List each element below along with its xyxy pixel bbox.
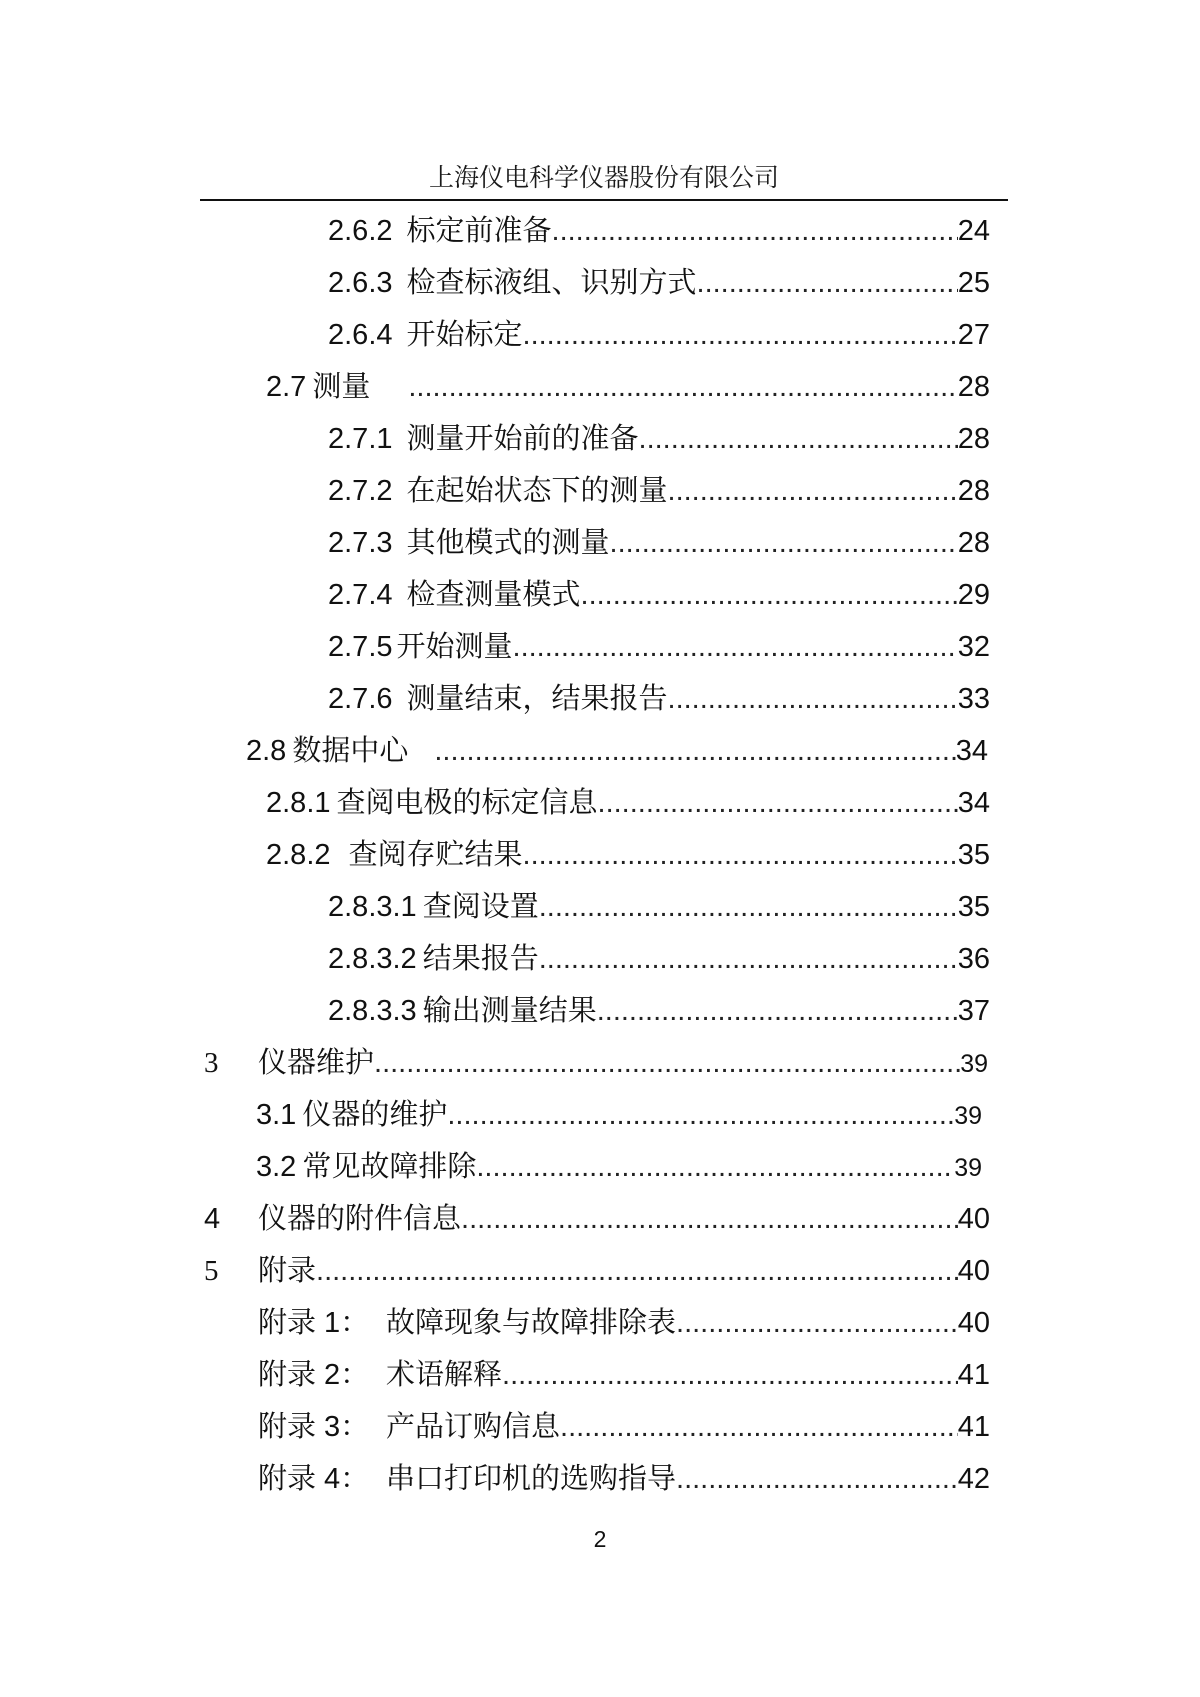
toc-entry[interactable] [266, 829, 990, 881]
toc-entry-number: 2.7.6 [328, 683, 393, 715]
toc-entry-number: 2.6.2 [328, 215, 393, 247]
toc-leader [539, 933, 958, 985]
toc-entry[interactable] [328, 881, 990, 933]
toc-leader [676, 1297, 958, 1349]
toc-entry-title: 查阅电极的标定信息 [336, 787, 598, 819]
toc-leader [513, 621, 958, 673]
toc-leader [523, 309, 958, 361]
toc-entry[interactable] [266, 777, 990, 829]
toc-leader [610, 517, 958, 569]
toc-leader [668, 465, 958, 517]
toc-entry-page: 32 [957, 631, 990, 663]
toc-leader [552, 205, 958, 257]
toc-entry-number: 2.7.2 [328, 475, 393, 507]
toc-leader [676, 1453, 958, 1505]
toc-entry-title: 结果报告 [422, 943, 539, 975]
toc-entry-title: 输出测量结果 [422, 995, 597, 1027]
toc-entry-page: 24 [957, 215, 990, 247]
toc-entry-number: 3 [204, 1047, 219, 1079]
toc-entry-title: 产品订购信息 [386, 1411, 561, 1443]
toc-entry[interactable] [328, 413, 990, 465]
toc-leader [447, 1089, 954, 1141]
toc-entry[interactable] [328, 933, 990, 985]
toc-entry-title: 常见故障排除 [302, 1151, 477, 1183]
toc-entry[interactable] [328, 257, 990, 309]
toc-entry-number: 3.2 [256, 1151, 297, 1183]
toc-entry[interactable] [328, 309, 990, 361]
toc-entry-title: 仪器的附件信息 [258, 1203, 462, 1235]
toc-entry[interactable] [328, 569, 990, 621]
toc-entry-title: 在起始状态下的测量 [406, 475, 668, 507]
header-divider [200, 199, 1008, 201]
toc-entry[interactable] [256, 1141, 982, 1193]
toc-entry-title: 检查测量模式 [406, 579, 581, 611]
toc-entry-title: 开始标定 [406, 319, 523, 351]
toc-entry[interactable] [328, 985, 990, 1037]
toc-entry-page: 40 [957, 1203, 990, 1235]
toc-entry-number: 5 [204, 1255, 219, 1287]
toc-entry[interactable] [258, 1453, 990, 1505]
toc-entry-page: 28 [957, 371, 990, 403]
toc-entry-title: 测量 [312, 371, 371, 403]
toc-leader [316, 1245, 958, 1297]
toc-entry[interactable] [266, 361, 990, 413]
toc-leader [560, 1401, 958, 1453]
toc-leader [639, 413, 958, 465]
toc-entry-number: 2.7.4 [328, 579, 393, 611]
toc-entry-title: 查阅设置 [422, 891, 539, 923]
toc-entry-page: 28 [957, 475, 990, 507]
toc-entry-title: 仪器的维护 [302, 1099, 448, 1131]
toc-entry-number: 2.7.1 [328, 423, 393, 455]
toc-entry-number: 2.8.2 [266, 839, 331, 871]
toc-leader [581, 569, 958, 621]
toc-entry-number: 2.8.3.2 [328, 943, 417, 975]
toc-leader [374, 1037, 960, 1089]
toc-entry-title: 术语解释 [386, 1359, 503, 1391]
toc-entry[interactable] [246, 725, 988, 777]
toc-entry-page: 36 [957, 943, 990, 975]
toc-entry[interactable] [328, 517, 990, 569]
toc-entry-page: 33 [957, 683, 990, 715]
toc-entry[interactable] [328, 673, 990, 725]
toc-entry[interactable] [328, 621, 990, 673]
toc-entry-title: 测量开始前的准备 [406, 423, 639, 455]
toc-entry[interactable] [258, 1401, 990, 1453]
toc-entry-number: 2.7 [266, 371, 307, 403]
toc-entry-page: 34 [955, 735, 988, 767]
toc-entry[interactable] [204, 1193, 990, 1245]
toc-entry-number: 2.8.3.3 [328, 995, 417, 1027]
toc-entry-page: 29 [957, 579, 990, 611]
toc-entry-number: 2.8.1 [266, 787, 331, 819]
toc-entry-number: 3.1 [256, 1099, 297, 1131]
toc-entry-title: 检查标液组、识别方式 [406, 267, 697, 299]
toc-entry-page: 39 [960, 1050, 988, 1078]
toc-entry-page: 25 [957, 267, 990, 299]
toc-leader [461, 1193, 958, 1245]
page-header: 上海仪电科学仪器股份有限公司 [428, 163, 779, 192]
toc-entry-page: 34 [957, 787, 990, 819]
toc-entry-page: 42 [957, 1463, 990, 1495]
toc-entry-number: 2.8 [246, 735, 287, 767]
toc-entry-number: 附录 1： [258, 1307, 370, 1339]
toc-leader [597, 985, 958, 1037]
toc-entry-page: 39 [954, 1102, 982, 1130]
toc-entry-title: 开始测量 [396, 631, 513, 663]
toc-entry-page: 41 [957, 1411, 990, 1443]
toc-entry-number: 4 [204, 1203, 221, 1235]
toc-leader [697, 257, 958, 309]
toc-entry[interactable] [204, 1037, 988, 1089]
toc-entry-title: 故障现象与故障排除表 [386, 1307, 677, 1339]
toc-entry-title: 测量结束，结果报告 [406, 683, 668, 715]
toc-entry-page: 28 [957, 423, 990, 455]
page-number: 2 [593, 1526, 607, 1552]
toc-leader [539, 881, 958, 933]
toc-leader [476, 1141, 954, 1193]
toc-entry-page: 35 [957, 891, 990, 923]
toc-entry-title: 查阅存贮结果 [348, 839, 523, 871]
toc-entry[interactable] [258, 1297, 990, 1349]
toc-entry[interactable] [258, 1349, 990, 1401]
toc-entry-number: 2.7.5 [328, 631, 393, 663]
toc-entry-page: 40 [957, 1255, 990, 1287]
toc-leader [523, 829, 958, 881]
toc-leader [668, 673, 958, 725]
toc-entry-page: 40 [957, 1307, 990, 1339]
toc-entry-title: 仪器维护 [258, 1047, 375, 1079]
toc-entry-number: 2.6.3 [328, 267, 393, 299]
toc-entry-number: 附录 3： [258, 1411, 370, 1443]
toc-entry-page: 35 [957, 839, 990, 871]
toc-entry-number: 附录 2： [258, 1359, 370, 1391]
toc-entry[interactable] [328, 465, 990, 517]
toc-entry-title: 数据中心 [292, 735, 409, 767]
toc-entry-title: 标定前准备 [406, 215, 552, 247]
toc-entry-title: 其他模式的测量 [406, 527, 610, 559]
toc-entry[interactable] [328, 205, 990, 257]
toc-entry-page: 28 [957, 527, 990, 559]
toc-entry-number: 2.8.3.1 [328, 891, 417, 923]
toc-entry-title: 附录 [258, 1255, 317, 1287]
toc-entry-page: 37 [957, 995, 990, 1027]
toc-leader [598, 777, 958, 829]
toc-entry[interactable] [204, 1245, 990, 1297]
toc-entry[interactable] [256, 1089, 982, 1141]
toc-leader [408, 361, 957, 413]
toc-entry-number: 附录 4： [258, 1463, 370, 1495]
toc-leader [502, 1349, 958, 1401]
toc-entry-number: 2.6.4 [328, 319, 393, 351]
toc-entry-page: 27 [957, 319, 990, 351]
toc-entry-page: 39 [954, 1154, 982, 1182]
toc-leader [434, 725, 955, 777]
toc-entry-number: 2.7.3 [328, 527, 393, 559]
toc-entry-page: 41 [957, 1359, 990, 1391]
toc-entry-title: 串口打印机的选购指导 [386, 1463, 677, 1495]
